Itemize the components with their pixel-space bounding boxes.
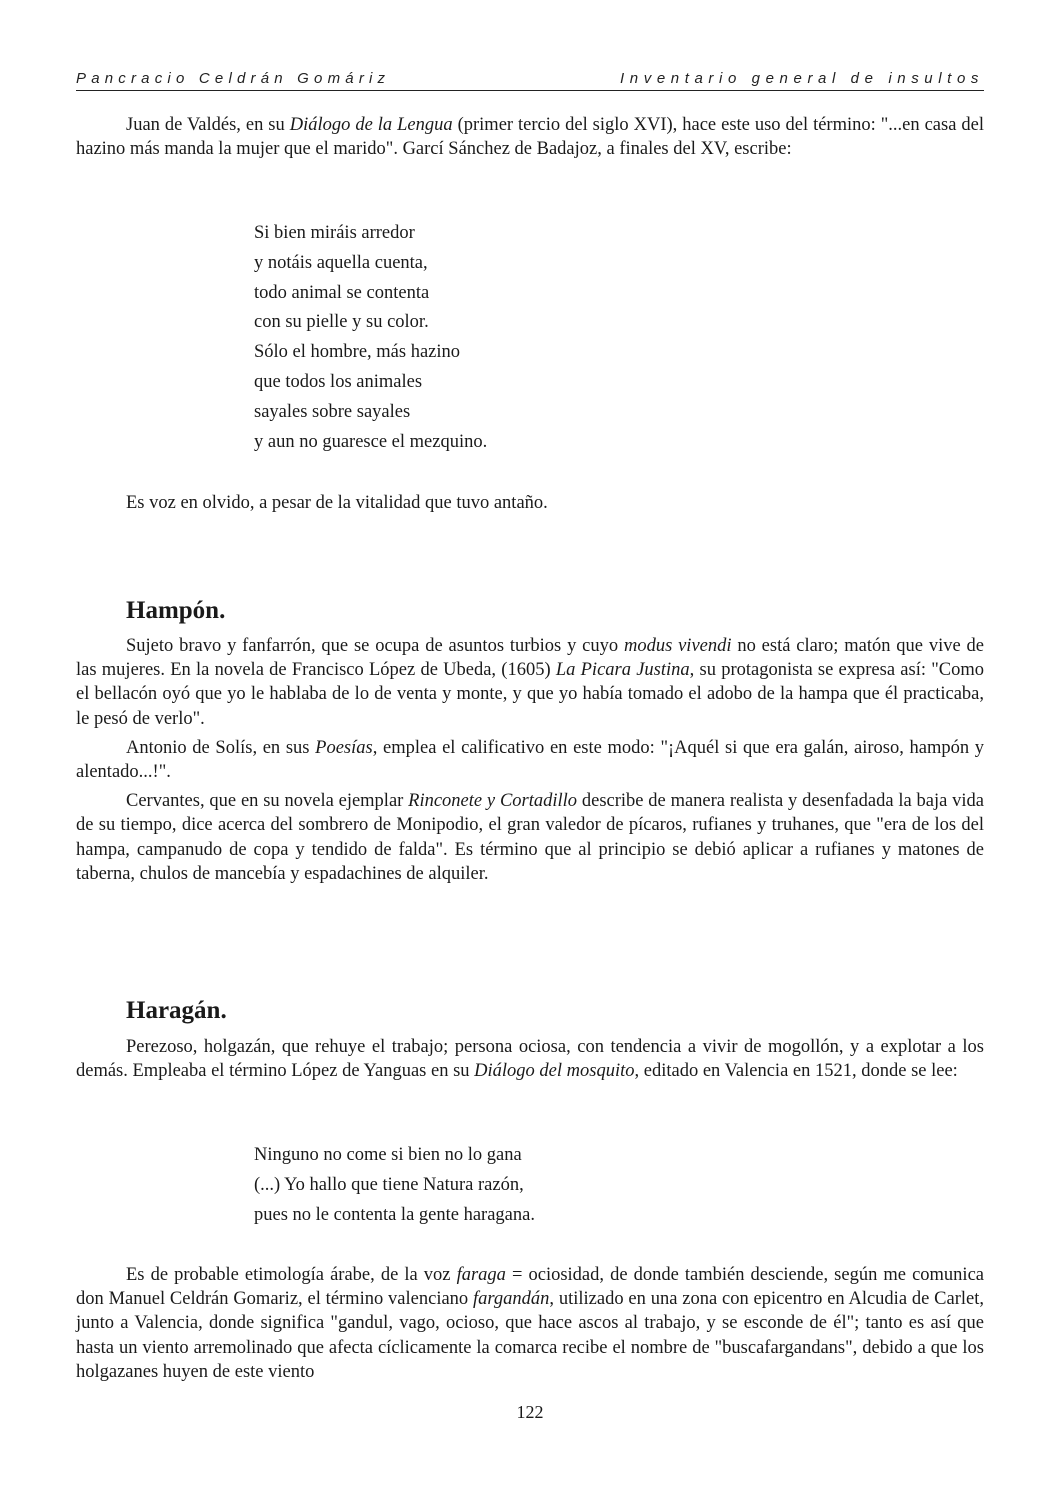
intro-paragraph-2: Es voz en olvido, a pesar de la vitalidad que tuvo antaño. xyxy=(126,493,548,513)
running-header xyxy=(76,68,984,91)
verse-line: con su pielle y su color. xyxy=(254,312,429,333)
cited-work: Diálogo de la Lengua xyxy=(289,115,453,135)
verse-line: todo animal se contenta xyxy=(254,282,430,303)
verse-block-1 xyxy=(254,219,487,457)
verse-line: Ninguno no come si bien no lo gana xyxy=(254,1145,522,1165)
verse-line: pues no le contenta la gente haragana. xyxy=(254,1204,535,1225)
verse-line: que todos los animales xyxy=(254,371,423,392)
intro-paragraph-1: Juan de Valdés, en su Diálogo de la Lengua (primer tercio del siglo XVI), hace este uso del término: "...en casa del hazino más manda la mujer que el marido". Garcí Sánchez de Badajoz, a finales del XV, escribe: xyxy=(76,115,984,160)
header-author: Pancracio Celdrán Gomáriz xyxy=(76,70,391,87)
haragan-paragraph-1: Perezoso, holgazán, que rehuye el trabajo; persona ociosa, con tendencia a vivir de mogollón, y a explotar a los demás. Empleaba el término López de Yanguas en su Diálogo del mosquito, editado en Valencia en 1521, donde se lee: xyxy=(76,1037,984,1082)
verse-line: sayales sobre sayales xyxy=(254,401,411,422)
verse-line: Si bien miráis arredor xyxy=(254,223,415,243)
header-book-title: Inventario general de insultos xyxy=(620,70,984,87)
verse-line: Sólo el hombre, más hazino xyxy=(254,342,461,363)
haragan-paragraph-2: Es de probable etimología árabe, de la voz faraga = ociosidad, de donde también desciende, según me comunica don Manuel Celdrán Gomariz, el término valenciano fargandán, utilizado en una zona con epicentro en Alcudia de Carlet, junto a Valencia, donde significa "gandul, vago, ocioso, que hace ascos al trabajo, y se esconde de él"; tanto es así que hasta un viento arremolinado que afecta cíclicamente la comarca recibe el nombre de "buscafargandans", debido a que los holgazanes huyen de este viento xyxy=(76,1265,984,1382)
verse-line: y notáis aquella cuenta, xyxy=(254,252,428,273)
hampon-body xyxy=(76,634,984,886)
hampon-paragraph-3: Cervantes, que en su novela ejemplar Rinconete y Cortadillo describe de manera realista y desenfadada la baja vida de su tiempo, dice acerca del sombrero de Monipodio, el gran valedor de pícaros, rufianes y truhanes, que "era de los del hampa, campanudo de copa y tendido de falda". Es término que al principio se debió aplicar a rufianes y matones de taberna, chulos de mancebía y espadachines de alquiler. xyxy=(76,791,984,884)
hampon-paragraph-1: Sujeto bravo y fanfarrón, que se ocupa de asuntos turbios y cuyo modus vivendi no está claro; matón que vive de las mujeres. En la novela de Francisco López de Ubeda, (1605) La Picara Justina, su protagonista se expresa así: "Como el bellacón oyó que yo le hablaba de lo de venta y monte, y que yo había tomado el adobo de la hampa que él practicaba, le pesó de verlo". xyxy=(76,636,984,729)
verse-block-2 xyxy=(254,1141,535,1230)
entry-heading-haragan: Haragán. xyxy=(126,997,227,1024)
entry-heading-hampon: Hampón. xyxy=(126,597,226,624)
page-number: 122 xyxy=(516,1402,544,1422)
verse-line: y aun no guaresce el mezquino. xyxy=(254,431,488,452)
hampon-paragraph-2: Antonio de Solís, en sus Poesías, emplea el calificativo en este modo: "¡Aquél si que era galán, airoso, hampón y alentado...!". xyxy=(76,737,984,783)
verse-line: (...) Yo hallo que tiene Natura razón, xyxy=(254,1174,524,1195)
